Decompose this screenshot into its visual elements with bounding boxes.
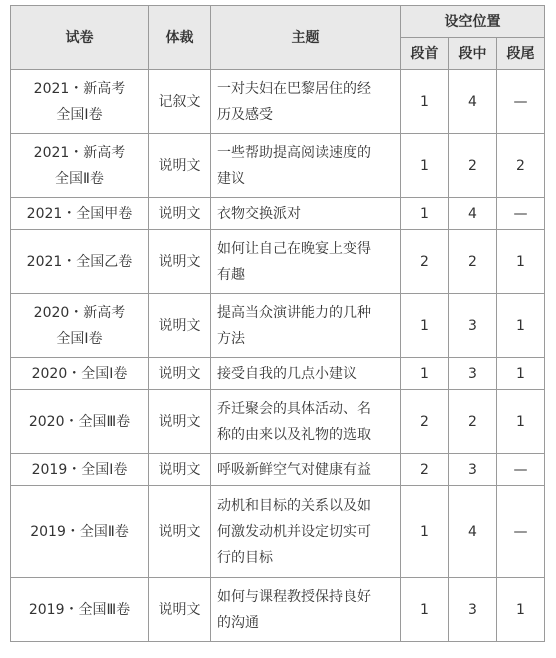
table-row xyxy=(11,134,545,198)
cell-end: — xyxy=(497,486,545,578)
cell-paper xyxy=(11,390,149,454)
table-row xyxy=(11,486,545,578)
cell-middle: 4 xyxy=(449,198,497,230)
cell-topic-line: 建议 xyxy=(217,170,245,187)
cell-topic-line: 接受自我的几点小建议 xyxy=(217,365,357,382)
cell-topic-line: 行的目标 xyxy=(217,549,273,566)
cell-genre: 说明文 xyxy=(149,134,211,198)
cell-start: 1 xyxy=(401,70,449,134)
cell-middle: 3 xyxy=(449,358,497,390)
cell-end: 1 xyxy=(497,294,545,358)
cell-start: 2 xyxy=(401,390,449,454)
cell-genre: 说明文 xyxy=(149,390,211,454)
cell-topic-line: 方法 xyxy=(217,330,245,347)
cell-topic-line: 一对夫妇在巴黎居住的经 xyxy=(217,80,371,97)
cell-topic xyxy=(211,294,401,358)
table-row xyxy=(11,294,545,358)
cell-paper xyxy=(11,134,149,198)
table-row xyxy=(11,390,545,454)
cell-topic-line: 称的由来以及礼物的选取 xyxy=(217,426,371,443)
cell-genre: 说明文 xyxy=(149,198,211,230)
cell-start: 2 xyxy=(401,230,449,294)
cell-end: 1 xyxy=(497,230,545,294)
cell-paper xyxy=(11,294,149,358)
cell-start: 2 xyxy=(401,454,449,486)
cell-genre: 说明文 xyxy=(149,358,211,390)
cell-middle: 2 xyxy=(449,230,497,294)
cell-paper xyxy=(11,70,149,134)
cell-paper-line: 2021・新高考 xyxy=(33,80,126,97)
cell-topic xyxy=(211,134,401,198)
cell-paper-line: 2019・全国Ⅱ卷 xyxy=(30,523,129,540)
table-row xyxy=(11,454,545,486)
cell-genre: 说明文 xyxy=(149,454,211,486)
cell-end: 2 xyxy=(497,134,545,198)
table-row xyxy=(11,230,545,294)
cell-topic-line: 如何让自己在晚宴上变得 xyxy=(217,240,371,257)
cell-start: 1 xyxy=(401,486,449,578)
cell-end: 1 xyxy=(497,358,545,390)
cell-topic xyxy=(211,578,401,642)
cell-topic xyxy=(211,454,401,486)
exam-table xyxy=(10,5,545,642)
cell-topic-line: 何激发动机并设定切实可 xyxy=(217,523,371,540)
header-end: 段尾 xyxy=(497,38,545,70)
header-position: 设空位置 xyxy=(401,6,545,38)
cell-end: 1 xyxy=(497,390,545,454)
cell-middle: 3 xyxy=(449,454,497,486)
cell-topic xyxy=(211,358,401,390)
cell-paper xyxy=(11,486,149,578)
cell-paper-line: 2019・全国Ⅲ卷 xyxy=(28,601,131,618)
cell-end: — xyxy=(497,70,545,134)
cell-middle: 3 xyxy=(449,578,497,642)
header-middle: 段中 xyxy=(449,38,497,70)
cell-paper-line: 全国Ⅰ卷 xyxy=(56,330,103,347)
cell-middle: 2 xyxy=(449,390,497,454)
cell-topic-line: 的沟通 xyxy=(217,614,259,631)
table-header xyxy=(11,6,545,70)
cell-paper-line: 2020・全国Ⅲ卷 xyxy=(28,413,131,430)
cell-topic-line: 有趣 xyxy=(217,266,245,283)
cell-paper-line: 全国Ⅱ卷 xyxy=(55,170,104,187)
header-topic: 主题 xyxy=(211,6,401,70)
table-body xyxy=(11,70,545,642)
cell-middle: 3 xyxy=(449,294,497,358)
cell-paper xyxy=(11,198,149,230)
table-row xyxy=(11,70,545,134)
cell-start: 1 xyxy=(401,294,449,358)
cell-paper-line: 2021・全国乙卷 xyxy=(26,253,133,270)
cell-middle: 2 xyxy=(449,134,497,198)
cell-paper-line: 2021・新高考 xyxy=(33,144,126,161)
cell-middle: 4 xyxy=(449,70,497,134)
cell-paper xyxy=(11,578,149,642)
cell-topic-line: 动机和目标的关系以及如 xyxy=(217,497,371,514)
cell-genre: 说明文 xyxy=(149,294,211,358)
cell-topic-line: 历及感受 xyxy=(217,106,273,123)
cell-topic-line: 如何与课程教授保持良好 xyxy=(217,588,371,605)
cell-paper xyxy=(11,230,149,294)
cell-paper-line: 全国Ⅰ卷 xyxy=(56,106,103,123)
cell-middle: 4 xyxy=(449,486,497,578)
header-paper: 试卷 xyxy=(11,6,149,70)
cell-topic xyxy=(211,198,401,230)
cell-paper xyxy=(11,358,149,390)
cell-topic-line: 提高当众演讲能力的几种 xyxy=(217,304,371,321)
header-genre: 体裁 xyxy=(149,6,211,70)
cell-paper xyxy=(11,454,149,486)
cell-paper-line: 2020・全国Ⅰ卷 xyxy=(31,365,128,382)
cell-genre: 说明文 xyxy=(149,230,211,294)
cell-genre: 说明文 xyxy=(149,486,211,578)
cell-end: — xyxy=(497,454,545,486)
cell-topic-line: 乔迁聚会的具体活动、名 xyxy=(217,400,371,417)
cell-topic xyxy=(211,230,401,294)
cell-paper-line: 2020・新高考 xyxy=(33,304,126,321)
cell-topic-line: 衣物交换派对 xyxy=(217,205,301,222)
cell-end: — xyxy=(497,198,545,230)
cell-start: 1 xyxy=(401,198,449,230)
table-row xyxy=(11,198,545,230)
cell-genre: 记叙文 xyxy=(149,70,211,134)
header-start: 段首 xyxy=(401,38,449,70)
table-row xyxy=(11,358,545,390)
cell-topic xyxy=(211,486,401,578)
cell-end: 1 xyxy=(497,578,545,642)
cell-topic xyxy=(211,70,401,134)
cell-start: 1 xyxy=(401,134,449,198)
cell-topic-line: 呼吸新鲜空气对健康有益 xyxy=(217,461,371,478)
cell-topic xyxy=(211,390,401,454)
table-row xyxy=(11,578,545,642)
cell-paper-line: 2021・全国甲卷 xyxy=(26,205,133,222)
cell-paper-line: 2019・全国Ⅰ卷 xyxy=(31,461,128,478)
cell-start: 1 xyxy=(401,358,449,390)
cell-start: 1 xyxy=(401,578,449,642)
cell-topic-line: 一些帮助提高阅读速度的 xyxy=(217,144,371,161)
cell-genre: 说明文 xyxy=(149,578,211,642)
